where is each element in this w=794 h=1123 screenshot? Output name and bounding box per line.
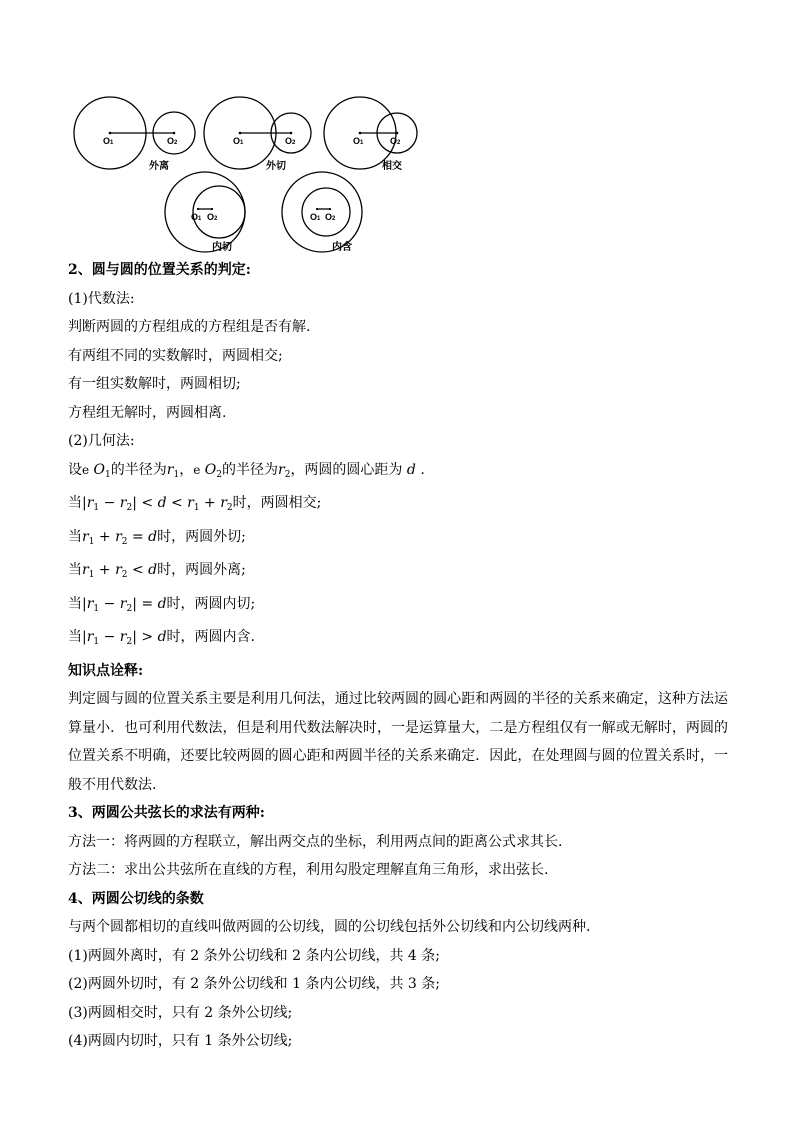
intersect-label-o1: O1	[353, 136, 364, 146]
section-2-title: 2、圆与圆的位置关系的判定:	[68, 262, 251, 278]
separate-label-o1: O1	[103, 136, 114, 146]
circle-position-diagrams	[64, 92, 434, 254]
tangent-case-3: (3)两圆相交时，只有 2 条外公切线;	[68, 1004, 293, 1021]
separate-label-o2: O2	[167, 136, 178, 146]
chord-method-1: 方法一：将两圆的方程联立，解出两交点的坐标，利用两点间的距离公式求其长.	[68, 833, 563, 850]
document-body	[68, 256, 728, 1056]
geometric-method-title: (2)几何法:	[68, 433, 135, 449]
caption-intersect: 相交	[382, 161, 402, 172]
intersect-label-o2: O2	[390, 136, 401, 146]
tangent-int-small-circle	[193, 186, 245, 238]
condition-contain: 当$|r_1 - r_2| > d$时，两圆内含.	[68, 629, 255, 647]
algebraic-method-title: (1)代数法:	[68, 290, 135, 307]
tangent-case-2: (2)两圆外切时，有 2 条外公切线和 1 条内公切线，共 3 条;	[68, 976, 440, 992]
algebraic-line-1: 判断两圆的方程组成的方程组是否有解.	[68, 319, 311, 335]
tangent-case-1: (1)两圆外离时，有 2 条外公切线和 2 条内公切线，共 4 条;	[68, 947, 440, 964]
geometric-setup: 设e $O_1$的半径为$r_1$，e $O_2$的半径为$r_2$，两圆的圆心距为 d .	[68, 461, 425, 480]
tangent-ext-label-o2: O2	[285, 136, 296, 146]
note-text: 判定圆与圆的位置关系主要是利用几何法，通过比较两圆的圆心距和两圆的半径的关系来确定，这种方法运算量小．也可利用代数法，但是利用代数法解决时，一是运算量大，二是方程组仅有一解或无解时，两圆的位置关系不明确，还要比较两圆的圆心距和两圆半径的关系来确定．因此，在处理圆与圆的位置关系时，一般不用代数法.	[68, 691, 728, 793]
chord-method-2: 方法二：求出公共弦所在直线的方程，利用勾股定理解直角三角形，求出弦长.	[68, 862, 549, 878]
section-3-title: 3、两圆公共弦长的求法有两种:	[68, 805, 265, 821]
contain-label-o2: O2	[325, 212, 336, 222]
condition-internal-tangent: 当$|r_1 - r_2| = d$时，两圆内切;	[68, 595, 256, 614]
condition-separate: 当$r_1 + r_2 < d$时，两圆外离;	[68, 562, 246, 580]
caption-contain: 内含	[332, 242, 352, 253]
algebraic-line-2: 有两组不同的实数解时，两圆相交;	[68, 347, 283, 364]
tangent-int-big-circle	[165, 172, 245, 252]
tangent-case-4: (4)两圆内切时，只有 1 条外公切线;	[68, 1033, 293, 1049]
circles-figure	[64, 92, 434, 254]
tangent-line-definition: 与两个圆都相切的直线叫做两圆的公切线，圆的公切线包括外公切线和内公切线两种.	[68, 919, 591, 935]
condition-external-tangent: 当$r_1 + r_2 = d$时，两圆外切;	[68, 528, 246, 547]
condition-intersect: 当$|r_1 - r_2| < d < r_1 + r_2$时，两圆相交;	[68, 495, 322, 513]
section-4-title: 4、两圆公切线的条数	[68, 890, 204, 907]
tangent-int-label-o1: O1	[191, 212, 202, 222]
note-title: 知识点诠释:	[68, 662, 144, 679]
caption-separate: 外离	[149, 161, 169, 172]
caption-tangent-external: 外切	[266, 161, 286, 172]
contain-label-o1: O1	[310, 212, 321, 222]
algebraic-line-3: 有一组实数解时，两圆相切;	[68, 376, 241, 392]
tangent-ext-label-o1: O1	[233, 136, 244, 146]
algebraic-line-4: 方程组无解时，两圆相离.	[68, 404, 227, 421]
tangent-int-label-o2: O2	[207, 212, 218, 222]
caption-tangent-internal: 内切	[212, 242, 232, 253]
